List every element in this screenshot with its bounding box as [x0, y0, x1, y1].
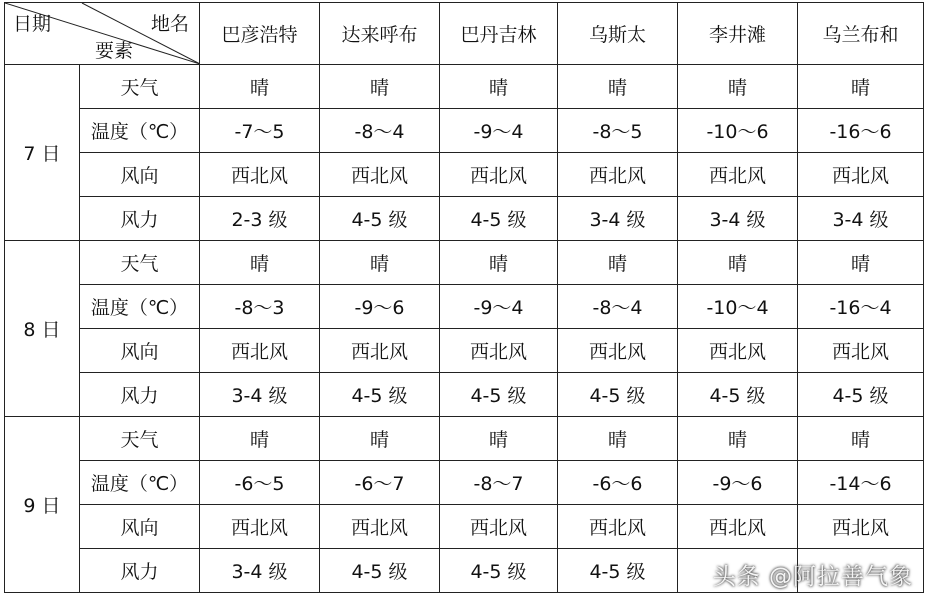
- value-cell: 3-4 级: [798, 197, 924, 241]
- value-cell: 4-5 级: [320, 197, 440, 241]
- day-label-cell: 8 日: [5, 241, 80, 417]
- value-cell: 晴: [320, 241, 440, 285]
- value-cell: 西北风: [798, 505, 924, 549]
- value-cell: -16～6: [798, 109, 924, 153]
- value-cell: -9～4: [440, 109, 558, 153]
- value-cell: 西北风: [678, 505, 798, 549]
- value-cell: 晴: [798, 417, 924, 461]
- table-row: [5, 417, 924, 461]
- value-cell: 西北风: [558, 505, 678, 549]
- value-cell: 3-4 级: [678, 197, 798, 241]
- value-cell: 4-5 级: [440, 549, 558, 593]
- element-cell: 风向: [80, 329, 200, 373]
- value-cell: 西北风: [440, 329, 558, 373]
- value-cell: -8～4: [558, 285, 678, 329]
- value-cell: -6～5: [200, 461, 320, 505]
- value-cell: 4-5 级: [440, 197, 558, 241]
- value-cell: 晴: [798, 241, 924, 285]
- value-cell: 晴: [798, 65, 924, 109]
- place-label: 地名: [150, 13, 189, 35]
- element-cell: 温度（℃）: [80, 461, 200, 505]
- value-cell: 2-3 级: [200, 197, 320, 241]
- value-cell: -8～4: [320, 109, 440, 153]
- value-cell: 4-5 级: [558, 373, 678, 417]
- place-header-cell: 李井滩: [678, 3, 798, 65]
- value-cell: 晴: [320, 417, 440, 461]
- value-cell: 西北风: [200, 505, 320, 549]
- watermark-text: 头条 @阿拉善气象: [712, 564, 913, 590]
- place-header-cell: 乌斯太: [558, 3, 678, 65]
- value-cell: 4-5 级: [440, 373, 558, 417]
- value-cell: 4-5 级: [678, 373, 798, 417]
- value-cell: 西北风: [798, 153, 924, 197]
- value-cell: -10～6: [678, 109, 798, 153]
- element-cell: 风力: [80, 549, 200, 593]
- table-row: [5, 505, 924, 549]
- value-cell: -9～6: [320, 285, 440, 329]
- table-header-row: [5, 3, 924, 65]
- element-cell: 温度（℃）: [80, 285, 200, 329]
- table-row: [5, 65, 924, 109]
- element-label: 要素: [95, 40, 134, 62]
- value-cell: 晴: [558, 65, 678, 109]
- value-cell: 西北风: [678, 329, 798, 373]
- value-cell: 晴: [200, 65, 320, 109]
- value-cell: 晴: [440, 417, 558, 461]
- value-cell: 3-4 级: [200, 549, 320, 593]
- value-cell: 晴: [200, 417, 320, 461]
- table-row: [5, 461, 924, 505]
- forecast-table-container: [4, 2, 923, 593]
- value-cell: 晴: [320, 65, 440, 109]
- value-cell: 西北风: [440, 153, 558, 197]
- value-cell: 3-4 级: [200, 373, 320, 417]
- element-cell: 天气: [80, 417, 200, 461]
- element-cell: 天气: [80, 65, 200, 109]
- value-cell: 西北风: [558, 153, 678, 197]
- place-header-cell: 巴丹吉林: [440, 3, 558, 65]
- place-header-cell: 乌兰布和: [798, 3, 924, 65]
- value-cell: -8～5: [558, 109, 678, 153]
- value-cell: 西北风: [320, 329, 440, 373]
- value-cell: 4-5 级: [320, 373, 440, 417]
- value-cell: -6～6: [558, 461, 678, 505]
- value-cell: 晴: [558, 241, 678, 285]
- value-cell: -10～4: [678, 285, 798, 329]
- table-row: [5, 329, 924, 373]
- element-cell: 风力: [80, 373, 200, 417]
- table-row: [5, 285, 924, 329]
- day-label-cell: 9 日: [5, 417, 80, 593]
- value-cell: 西北风: [678, 153, 798, 197]
- table-row: [5, 109, 924, 153]
- value-cell: -9～6: [678, 461, 798, 505]
- value-cell: 西北风: [558, 329, 678, 373]
- element-cell: 风向: [80, 505, 200, 549]
- place-header-cell: 达来呼布: [320, 3, 440, 65]
- element-cell: 风向: [80, 153, 200, 197]
- element-cell: 温度（℃）: [80, 109, 200, 153]
- value-cell: -8～7: [440, 461, 558, 505]
- value-cell: 晴: [678, 241, 798, 285]
- value-cell: 西北风: [200, 153, 320, 197]
- value-cell: 3-4 级: [558, 197, 678, 241]
- value-cell: -8～3: [200, 285, 320, 329]
- value-cell: -14～6: [798, 461, 924, 505]
- value-cell: 晴: [440, 65, 558, 109]
- value-cell: 4-5 级: [558, 549, 678, 593]
- value-cell: 4-5 级: [320, 549, 440, 593]
- table-row: [5, 153, 924, 197]
- element-cell: 天气: [80, 241, 200, 285]
- value-cell: -16～4: [798, 285, 924, 329]
- corner-header-cell: [5, 3, 200, 65]
- value-cell: -6～7: [320, 461, 440, 505]
- value-cell: 西北风: [200, 329, 320, 373]
- table-row: [5, 197, 924, 241]
- value-cell: 西北风: [798, 329, 924, 373]
- table-row: [5, 241, 924, 285]
- value-cell: 西北风: [440, 505, 558, 549]
- value-cell: 晴: [678, 65, 798, 109]
- value-cell: -9～4: [440, 285, 558, 329]
- value-cell: 晴: [678, 417, 798, 461]
- place-header-cell: 巴彦浩特: [200, 3, 320, 65]
- value-cell: 西北风: [320, 153, 440, 197]
- value-cell: 4-5 级: [798, 373, 924, 417]
- date-label: 日期: [13, 13, 52, 35]
- value-cell: 西北风: [320, 505, 440, 549]
- value-cell: 晴: [200, 241, 320, 285]
- value-cell: 晴: [440, 241, 558, 285]
- weather-forecast-table: [4, 2, 924, 593]
- table-row: [5, 373, 924, 417]
- value-cell: 晴: [558, 417, 678, 461]
- element-cell: 风力: [80, 197, 200, 241]
- day-label-cell: 7 日: [5, 65, 80, 241]
- value-cell: -7～5: [200, 109, 320, 153]
